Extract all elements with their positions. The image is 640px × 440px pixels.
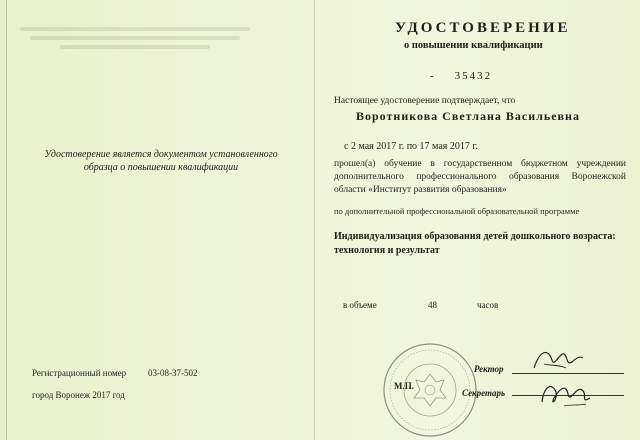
training-dates: с 2 мая 2017 г. по 17 мая 2017 г. [344, 141, 478, 152]
rector-signature-icon [530, 344, 586, 376]
seal-mark: М.П. [394, 381, 414, 391]
validity-note: Удостоверение является документом установленного образца о повышении квалификации [44, 149, 278, 173]
faint-printed-header [20, 22, 260, 58]
program-text: по дополнительной профессиональной образовательной программе [334, 206, 580, 216]
rector-label: Ректор [474, 364, 504, 374]
center-fold [314, 0, 315, 440]
registration-row [32, 368, 198, 378]
volume-hours: 48 [428, 300, 437, 310]
program-topic: Индивидуализация образования детей дошкольного возраста: технология и результат [334, 231, 616, 256]
number-value: 35432 [454, 70, 493, 82]
secretary-label: Секретарь [462, 388, 506, 398]
number-dash: - [430, 70, 436, 82]
volume-row [343, 300, 499, 310]
volume-unit: часов [477, 300, 499, 310]
certificate-number [430, 70, 492, 82]
training-institution-text: прошел(а) обучение в государственном бюджетном учреждении дополнительного профессионального образования Воронежской области «Институт развития образования» [334, 159, 626, 195]
city-year: город Воронеж 2017 год [32, 390, 125, 400]
recipient-name: Воротникова Светлана Васильевна [356, 109, 580, 123]
confirms-text: Настоящее удостоверение подтверждает, что [334, 96, 516, 106]
volume-label: в объеме [343, 300, 377, 310]
secretary-signature-icon [536, 376, 596, 412]
registration-number: 03-08-37-502 [148, 368, 198, 378]
certificate-title: УДОСТОВЕРЕНИЕ [395, 20, 571, 36]
registration-label: Регистрационный номер [32, 368, 127, 378]
left-edge-line [6, 0, 7, 440]
certificate-subtitle: о повышении квалификации [404, 40, 543, 51]
